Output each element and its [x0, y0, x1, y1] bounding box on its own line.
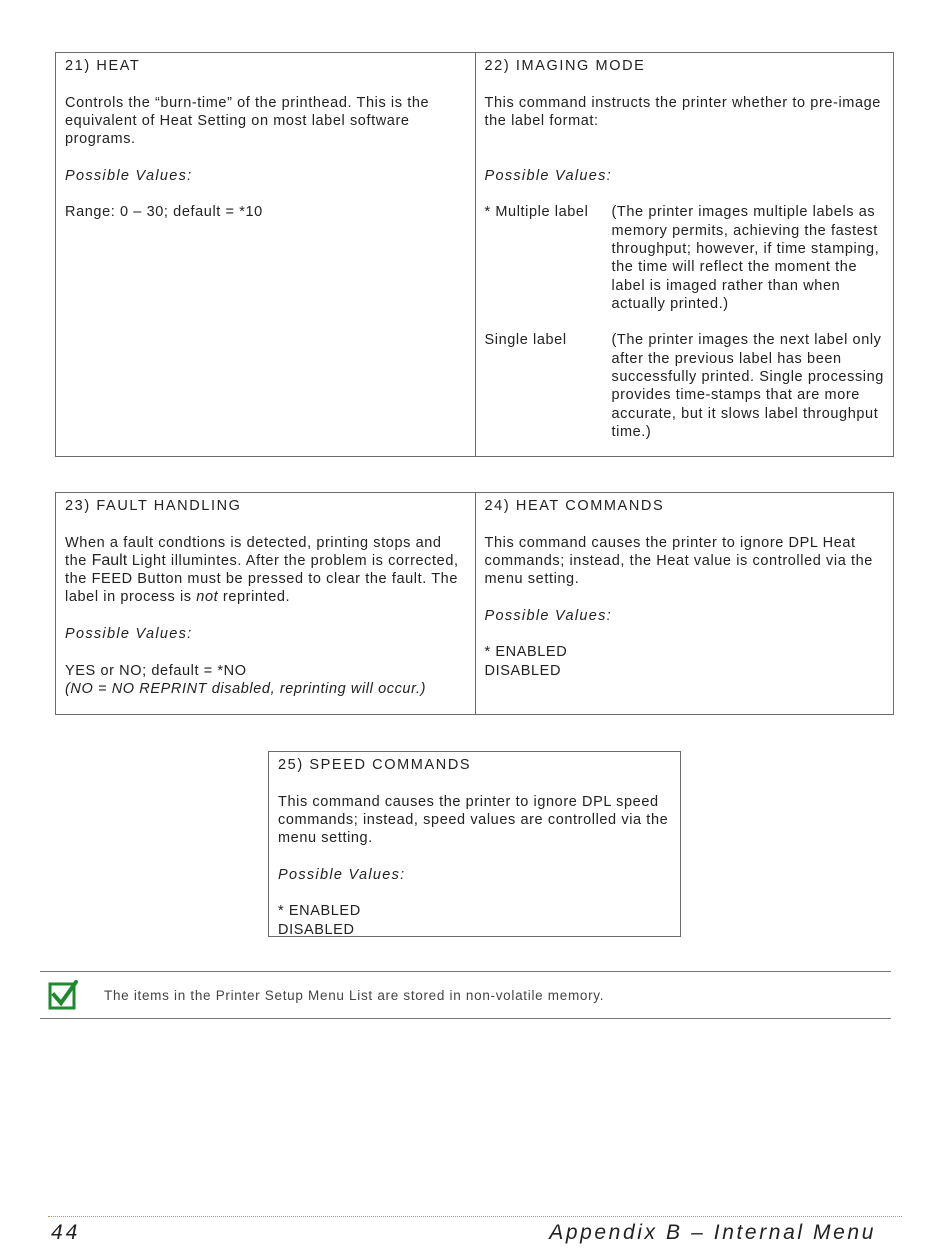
- section-title: 24) HEAT COMMANDS: [484, 498, 665, 514]
- possible-values-label: Possible Values:: [65, 626, 193, 643]
- section-title: 23) FAULT HANDLING: [65, 498, 242, 514]
- section-description: This command causes the printer to ignore DPL speed commands; instead, speed values are controlled via the menu setting.: [278, 793, 669, 847]
- description-text: When a fault condtions is detected, printing stops and the: [65, 534, 442, 569]
- option-name: Single label: [484, 332, 567, 349]
- fault-light-name: Fault: [91, 551, 128, 569]
- possible-values-label: Possible Values:: [484, 607, 612, 624]
- section-description: Controls the “burn-time” of the printhead. This is the equivalent of Heat Setting on most label software programs.: [65, 94, 430, 148]
- section-speed-commands: [269, 752, 680, 936]
- settings-table-row-2: [55, 492, 894, 715]
- possible-values-label: Possible Values:: [65, 167, 193, 184]
- section-title: 22) IMAGING MODE: [484, 58, 646, 74]
- value-disabled: DISABLED: [278, 921, 355, 938]
- checkmark-icon: [48, 980, 78, 1010]
- value-enabled: * ENABLED: [278, 903, 361, 920]
- section-heat-commands: [475, 493, 894, 714]
- footer-title: Appendix B – Internal Menu: [549, 1221, 876, 1244]
- memory-note: [40, 971, 891, 1019]
- section-heat: [56, 53, 475, 456]
- option-name: * Multiple label: [484, 204, 589, 221]
- value-enabled: * ENABLED: [484, 644, 568, 661]
- section-description: [65, 534, 466, 607]
- fault-values: YES or NO; default = *NO: [65, 662, 247, 679]
- settings-table-row-1: [55, 52, 894, 457]
- option-description: (The printer images multiple labels as memory permits, achieving the fastest throughput; however, if time stamping, the time will reflect the moment the label is imaged rather than when actually printed.): [611, 204, 880, 312]
- section-imaging-mode: [475, 53, 894, 456]
- footer-rule: [48, 1216, 902, 1217]
- option-description: (The printer images the next label only after the previous label has been successfully printed. Single processing provides time-stamps that are more accurate, but it slows label throughput time.): [611, 332, 884, 440]
- settings-table-row-3: [268, 751, 681, 937]
- imaging-option-single: [485, 331, 885, 441]
- fault-values-note: (NO = NO REPRINT disabled, reprinting will occur.): [65, 680, 427, 697]
- imaging-option-multiple: [485, 203, 885, 313]
- value-disabled: DISABLED: [484, 662, 562, 679]
- page-number: 44: [51, 1221, 81, 1244]
- section-description: This command causes the printer to ignore DPL Heat commands; instead, the Heat value is controlled via the menu setting.: [484, 534, 873, 588]
- note-text: The items in the Printer Setup Menu List are stored in non-volatile memory.: [104, 988, 605, 1003]
- possible-values-label: Possible Values:: [484, 167, 612, 184]
- possible-values-label: Possible Values:: [278, 866, 406, 883]
- section-title: 25) SPEED COMMANDS: [278, 757, 472, 773]
- description-text: Light illumintes. After the problem is corrected, the FEED Button must be pressed to clear the fault. The label in process is: [65, 552, 459, 606]
- section-title: 21) HEAT: [65, 58, 141, 74]
- description-text: reprinted.: [222, 589, 291, 606]
- section-fault-handling: [56, 493, 475, 714]
- heat-range: Range: 0 – 30; default = *10: [65, 204, 263, 221]
- emphasis-text: not: [196, 589, 219, 606]
- section-description: This command instructs the printer whether to pre-image the label format:: [484, 94, 881, 129]
